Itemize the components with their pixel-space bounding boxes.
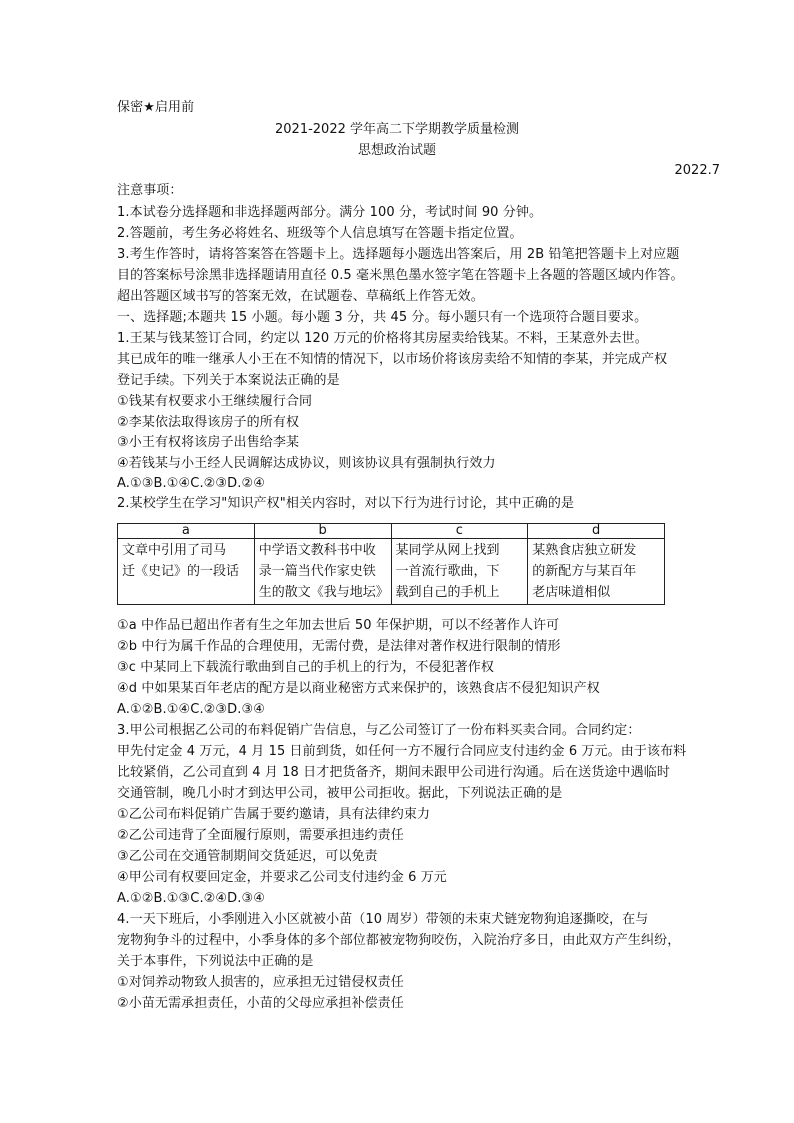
- q2-header-d: d: [528, 524, 665, 539]
- section-heading: 一、选择题;本题共 15 小题。每小题 3 分，共 45 分。每小题只有一个选项符合题目要求。: [117, 310, 648, 325]
- q2-cell-c-line3: 载到自己的手机上: [395, 585, 500, 600]
- q2-cell-d-line3: 老店味道相似: [532, 585, 611, 600]
- q2-choices: A.①②B.①④C.②③D.③④: [117, 702, 266, 717]
- q2-header-b: b: [254, 524, 391, 539]
- q3-choices: A.①②B.①③C.②④D.③④: [117, 891, 266, 906]
- q2-option-1: ①a 中作品已超出作者有生之年加去世后 50 年保护期，可以不经著作人许可: [117, 618, 560, 633]
- q3-option-2: ②乙公司违背了全面履行原则，需要承担违约责任: [117, 828, 404, 843]
- exam-subtitle: 思想政治试题: [357, 143, 436, 158]
- notes-heading: 注意事项：: [117, 183, 183, 198]
- note-3a: 3.考生作答时，请将答案答在答题卡上。选择题每小题选出答案后，用 2B 铅笔把答题卡上对应题: [117, 247, 680, 262]
- q3-stem-1: 3.甲公司根据乙公司的布料促销广告信息，与乙公司签订了一份布料买卖合同。合同约定：: [117, 723, 641, 738]
- q1-choices: A.①③B.①④C.②③D.②④: [117, 476, 266, 491]
- q2-option-3: ③c 中某同上下载流行歌曲到自己的手机上的行为，不侵犯著作权: [117, 660, 494, 675]
- q1-stem-1: 1.王某与钱某签订合同，约定以 120 万元的价格将其房屋卖给钱某。不料，王某意外去世。: [117, 331, 648, 346]
- q2-cell-d-line2: 的新配方与某百年: [532, 564, 637, 579]
- q2-cell-d-line1: 某熟食店独立研发: [532, 543, 637, 558]
- q2-stem: 2.某校学生在学习"知识产权"相关内容时，对以下行为进行讨论，其中正确的是: [117, 496, 575, 511]
- q3-stem-3: 比较紧俏，乙公司直到 4 月 18 日才把货备齐，期间未跟甲公司进行沟通。后在送货途中遇临时: [117, 765, 670, 780]
- q1-option-4: ④若钱某与小王经人民调解达成协议，则该协议具有强制执行效力: [117, 456, 496, 471]
- note-3c: 超出答题区域书写的答案无效，在试题卷、草稿纸上作答无效。: [117, 289, 484, 304]
- q4-stem-2: 宠物狗争斗的过程中，小季身体的多个部位都被宠物狗咬伤，入院治疗多日，由此双方产生纠纷，: [117, 933, 681, 948]
- q3-option-1: ①乙公司布料促销广告属于要约邀请，具有法律约束力: [117, 807, 431, 822]
- q2-cell-c-line1: 某同学从网上找到: [395, 543, 500, 558]
- q4-stem-1: 4.一天下班后，小季刚进入小区就被小苗（10 周岁）带领的未束犬链宠物狗追逐撕咬，在与: [117, 912, 649, 927]
- q2-cell-b-line3: 生的散文《我与地坛》: [258, 585, 389, 600]
- q2-option-4: ④d 中如果某百年老店的配方是以商业秘密方式来保护的，该熟食店不侵犯知识产权: [117, 681, 600, 696]
- q2-cell-c: [391, 539, 528, 605]
- q1-option-3: ③小王有权将该房子出售给李某: [117, 435, 300, 450]
- q2-header-c: c: [391, 524, 528, 539]
- q2-cell-b-line1: 中学语文教科书中收: [258, 543, 376, 558]
- q3-option-4: ④甲公司有权要回定金，并要求乙公司支付违约金 6 万元: [117, 870, 447, 885]
- q4-option-2: ②小苗无需承担责任，小苗的父母应承担补偿责任: [117, 996, 404, 1011]
- q3-option-3: ③乙公司在交通管制期间交货延迟，可以免责: [117, 849, 378, 864]
- q1-option-2: ②李某依法取得该房子的所有权: [117, 415, 300, 430]
- exam-title: 2021-2022 学年高二下学期教学质量检测: [275, 122, 519, 137]
- q2-header-a: a: [118, 524, 255, 539]
- q2-cell-b-line2: 录一篇当代作家史铁: [258, 564, 376, 579]
- q1-stem-2: 其已成年的唯一继承人小王在不知情的情况下，以市场价将该房卖给不知情的李某，并完成产权: [117, 352, 668, 367]
- q2-cell-c-line2: 一首流行歌曲，下: [395, 564, 500, 579]
- q2-cell-b: [254, 539, 391, 605]
- q2-option-2: ②b 中行为属千作品的合理使用，无需付费，是法律对著作权进行限制的情形: [117, 639, 561, 654]
- note-1: 1.本试卷分选择题和非选择题两部分。满分 100 分，考试时间 90 分钟。: [117, 205, 543, 220]
- q1-option-1: ①钱某有权要求小王继续履行合同: [117, 394, 313, 409]
- note-2: 2.答题前，考生务必将姓名、班级等个人信息填写在答题卡指定位置。: [117, 226, 523, 241]
- note-3b: 目的答案标号涂黑非选择题请用直径 0.5 毫米黑色墨水签字笔在答题卡上各题的答题区域内作答。: [117, 268, 684, 283]
- q3-stem-2: 甲先付定金 4 万元，4 月 15 日前到货，如任何一方不履行合同应支付违约金 6 万元。由于该布料: [117, 744, 687, 759]
- q2-cell-d: [528, 539, 665, 605]
- q2-table: [117, 523, 665, 605]
- secret-label: 保密★启用前: [117, 100, 195, 115]
- q2-cell-a-line2: 迁《史记》的一段话: [122, 564, 240, 579]
- q4-option-1: ①对饲养动物致人损害的，应承担无过错侵权责任: [117, 975, 404, 990]
- q1-stem-3: 登记手续。下列关于本案说法正确的是: [117, 373, 340, 388]
- q3-stem-4: 交通管制，晚几小时才到达甲公司，被甲公司拒收。据此，下列说法正确的是: [117, 786, 563, 801]
- q4-stem-3: 关于本事件，下列说法中正确的是: [117, 954, 314, 969]
- q2-cell-a: [118, 539, 255, 605]
- q2-cell-a-line1: 文章中引用了司马: [122, 543, 227, 558]
- exam-date: 2022.7: [674, 163, 720, 178]
